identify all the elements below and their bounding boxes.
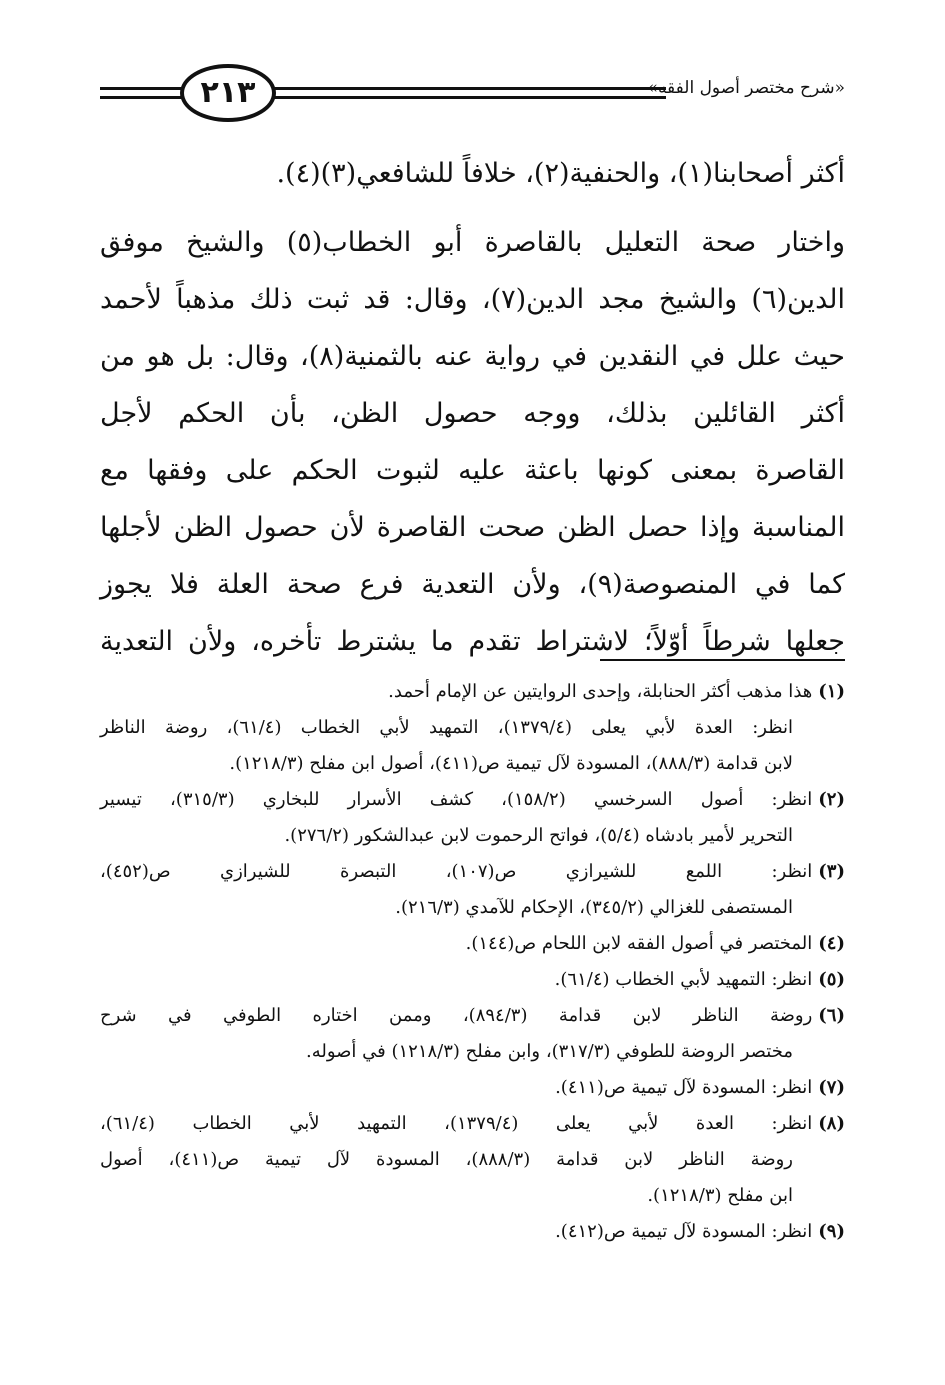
footnote bbox=[100, 1106, 845, 1214]
text-line: أكثر أصحابنا(١)، والحنفية(٢)، خلافاً للشافعي(٣)(٤). bbox=[276, 158, 845, 189]
footnote bbox=[100, 962, 845, 998]
footnote-line: روضة الناظر لابن قدامة (٨٨٨/٣)، المسودة لآل تيمية ص(٤١١)، أصول bbox=[100, 1149, 793, 1170]
footnote-number: (٨) bbox=[818, 1113, 845, 1134]
footnote bbox=[100, 1070, 845, 1106]
footnote-line: (٦)روضة الناظر لابن قدامة (٨٩٤/٣)، وممن اختاره الطوفي في شرح bbox=[100, 1005, 845, 1026]
text-line: جعلها شرطاً أوّلاً؛ لاشتراط تقدم ما يشترط تأخره، ولأن التعدية bbox=[100, 626, 845, 657]
page-header bbox=[100, 60, 845, 132]
footnote-line: مختصر الروضة للطوفي (٣١٧/٣)، وابن مفلح (١٢١٨/٣) في أصوله. bbox=[305, 1041, 793, 1062]
footnote bbox=[100, 1214, 845, 1250]
footnote-line: لابن قدامة (٨٨٨/٣)، المسودة لآل تيمية ص(٤١١)، أصول ابن مفلح (١٢١٨/٣). bbox=[229, 753, 793, 774]
header-rule bbox=[268, 96, 666, 99]
main-text bbox=[100, 145, 845, 670]
footnote-line: التحرير لأمير بادشاه (٥/٤)، فواتح الرحموت لابن عبدالشكور (٢٧٦/٢). bbox=[284, 825, 793, 846]
footnote-line: (١)هذا مذهب أكثر الحنابلة، وإحدى الروايتين عن الإمام أحمد. bbox=[388, 681, 845, 702]
footnote-line: (٢)انظر: أصول السرخسي (١٥٨/٢)، كشف الأسرار للبخاري (٣١٥/٣)، تيسير bbox=[100, 789, 845, 810]
header-rule bbox=[268, 87, 666, 90]
header-rule bbox=[100, 96, 182, 99]
footnote-number: (٧) bbox=[818, 1077, 845, 1098]
footnote-number: (٣) bbox=[818, 861, 845, 882]
footnote-number: (٩) bbox=[818, 1221, 845, 1242]
text-line: حيث علل في النقدين في رواية عنه بالثمنية(٨)، وقال: بل هو من bbox=[100, 341, 845, 372]
footnote bbox=[100, 926, 845, 962]
footnote-line: (٨)انظر: العدة لأبي يعلى (١٣٧٩/٤)، التمهيد لأبي الخطاب (٦١/٤)، bbox=[100, 1113, 845, 1134]
text-line: القاصرة بمعنى كونها باعثة عليه لثبوت الحكم على وفقها مع bbox=[100, 455, 845, 486]
running-title: «شرح مختصر أصول الفقه» bbox=[647, 78, 845, 98]
footnote-number: (٦) bbox=[818, 1005, 845, 1026]
footnote bbox=[100, 674, 845, 782]
footnote-number: (٥) bbox=[818, 969, 845, 990]
footnote bbox=[100, 854, 845, 926]
footnote-number: (١) bbox=[818, 681, 845, 702]
text-line: الدين(٦) والشيخ مجد الدين(٧)، وقال: قد ثبت ذلك مذهباً لأحمد bbox=[100, 284, 845, 315]
footnote-line: (٧)انظر: المسودة لآل تيمية ص(٤١١). bbox=[555, 1077, 845, 1098]
footnotes bbox=[100, 674, 845, 1250]
footnote-line: ابن مفلح (١٢١٨/٣). bbox=[647, 1185, 793, 1206]
text-line: المناسبة وإذا حصل الظن صحت القاصرة لأن حصول الظن لأجلها bbox=[100, 512, 845, 543]
text-line: أكثر القائلين بذلك، ووجه حصول الظن، بأن الحكم لأجل bbox=[100, 398, 845, 429]
header-rule bbox=[100, 87, 182, 90]
text-line: كما في المنصوصة(٩)، ولأن التعدية فرع صحة العلة فلا يجوز bbox=[100, 569, 845, 600]
footnote bbox=[100, 998, 845, 1070]
footnote-number: (٤) bbox=[818, 933, 845, 954]
page-number-oval bbox=[180, 64, 276, 122]
footnote bbox=[100, 782, 845, 854]
footnote-line: (٥)انظر: التمهيد لأبي الخطاب (٦١/٤). bbox=[554, 969, 845, 990]
footnote-separator bbox=[600, 659, 845, 661]
footnote-line: (٤)المختصر في أصول الفقه لابن اللحام ص(١٤٤). bbox=[465, 933, 845, 954]
footnote-line: المستصفى للغزالي (٣٤٥/٢)، الإحكام للآمدي (٢١٦/٣). bbox=[395, 897, 793, 918]
footnote-line: (٣)انظر: اللمع للشيرازي ص(١٠٧)، التبصرة للشيرازي ص(٤٥٢)، bbox=[100, 861, 845, 882]
page-number: ٢١٣ bbox=[200, 75, 256, 110]
text-line: واختار صحة التعليل بالقاصرة أبو الخطاب(٥) والشيخ موفق bbox=[100, 227, 845, 258]
footnote-line: (٩)انظر: المسودة لآل تيمية ص(٤١٢). bbox=[555, 1221, 845, 1242]
footnote-number: (٢) bbox=[818, 789, 845, 810]
footnote-line: انظر: العدة لأبي يعلى (١٣٧٩/٤)، التمهيد لأبي الخطاب (٦١/٤)، روضة الناظر bbox=[100, 717, 793, 738]
